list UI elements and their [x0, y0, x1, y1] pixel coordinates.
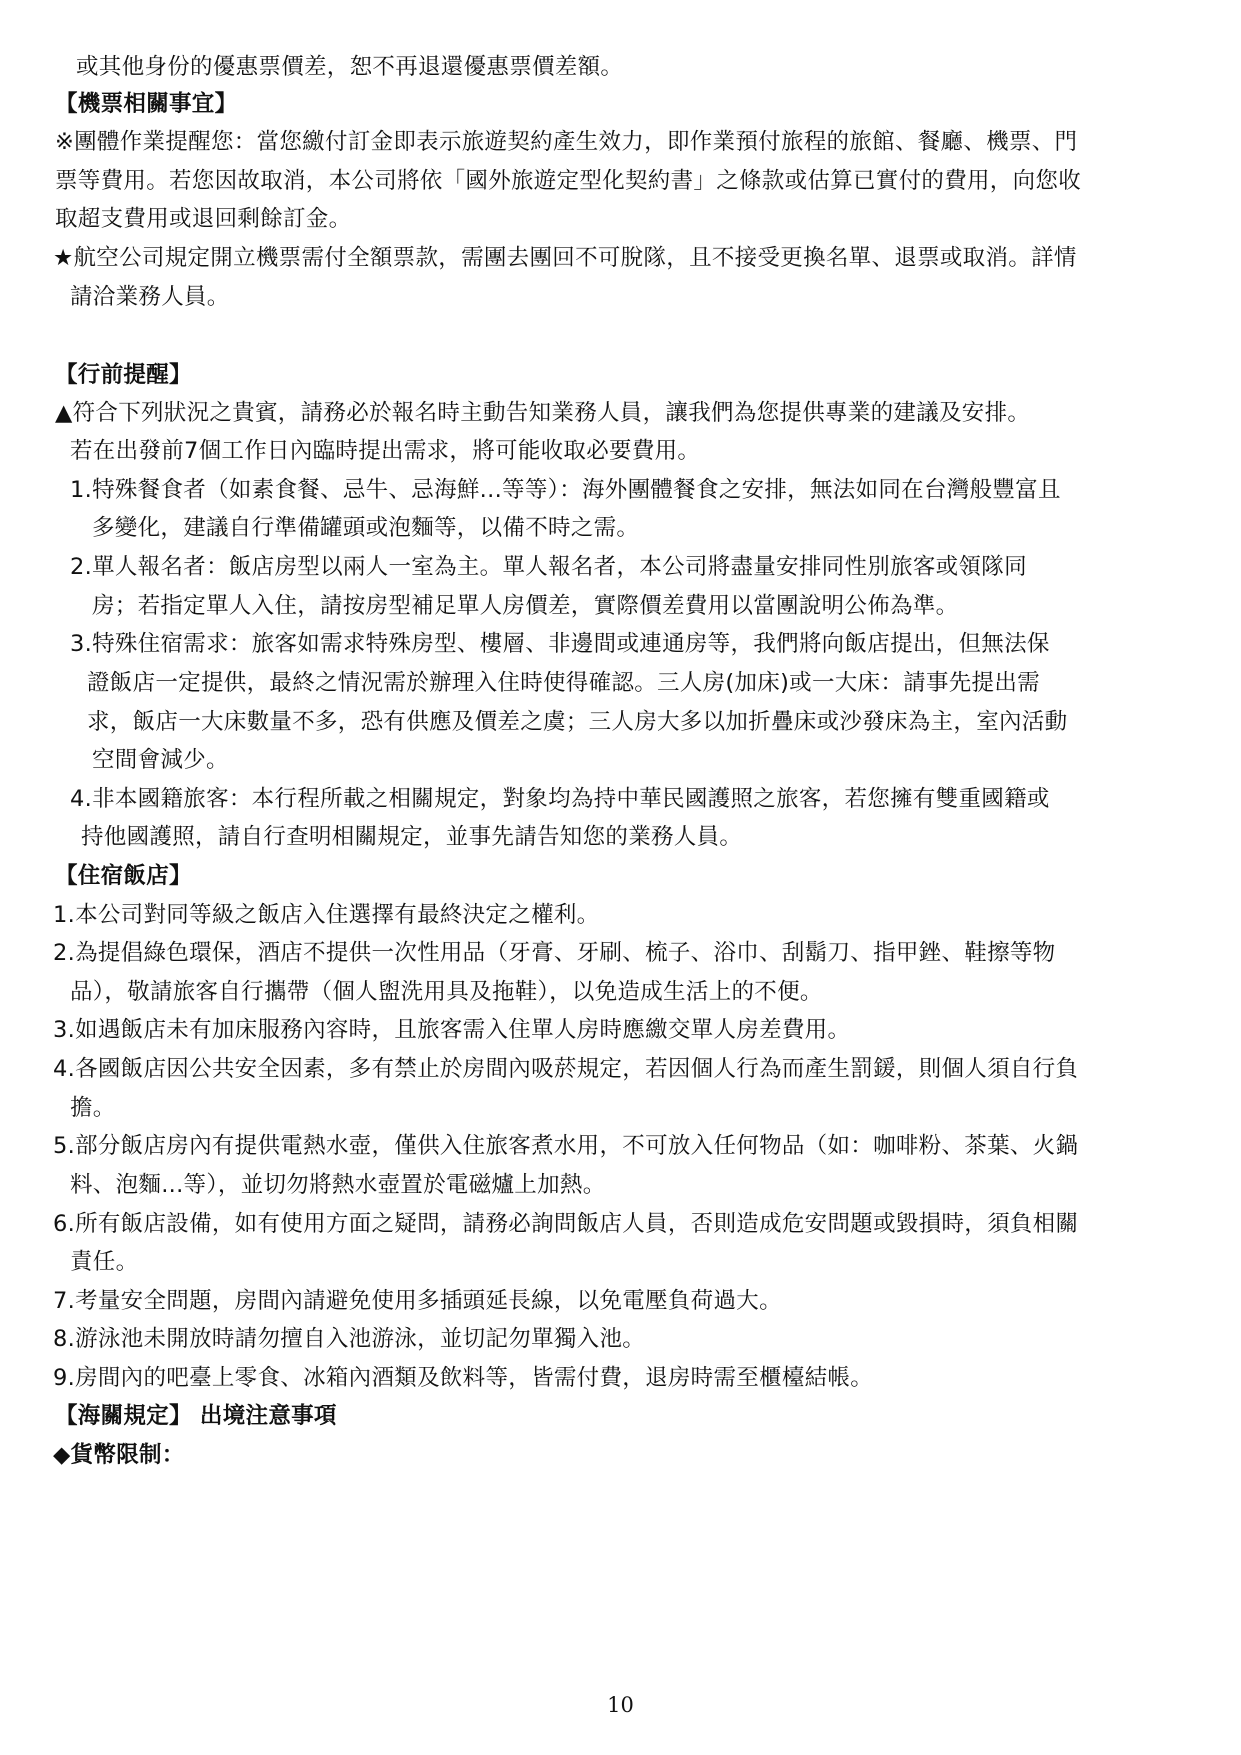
list-item: 6.所有飯店設備，如有使用方面之疑問，請務必詢問飯店人員，否則造成危安問題或毀損時，須負相關	[53, 1211, 1079, 1237]
list-item: 5.部分飯店房內有提供電熱水壺，僅供入住旅客煮水用，不可放入任何物品（如：咖啡粉、茶葉、火鍋	[53, 1133, 1079, 1159]
text-line: 房；若指定單人入住，請按房型補足單人房價差，實際價差費用以當團說明公佈為準。	[92, 593, 959, 619]
section-heading-customs: 【海關規定】 出境注意事項	[55, 1403, 337, 1429]
list-item: 8.游泳池未開放時請勿擅自入池游泳，並切記勿單獨入池。	[53, 1326, 646, 1352]
text-line: 取超支費用或退回剩餘訂金。	[55, 206, 352, 232]
text-line: 票等費用。若您因故取消，本公司將依「國外旅遊定型化契約書」之條款或估算已實付的費用，向您收	[55, 168, 1082, 194]
text-line: ★航空公司規定開立機票需付全額票款，需團去團回不可脫隊，且不接受更換名單、退票或取消。詳情	[53, 245, 1077, 271]
list-item: 4.非本國籍旅客：本行程所載之相關規定，對象均為持中華民國護照之旅客，若您擁有雙重國籍或	[70, 786, 1050, 812]
text-line: 擔。	[70, 1095, 116, 1121]
list-item: 2.單人報名者：飯店房型以兩人一室為主。單人報名者，本公司將盡量安排同性別旅客或領隊同	[70, 554, 1027, 580]
text-line: ▲符合下列狀況之貴賓，請務必於報名時主動告知業務人員，讓我們為您提供專業的建議及安排。	[55, 400, 1031, 426]
text-line: 若在出發前7個工作日內臨時提出需求，將可能收取必要費用。	[70, 438, 701, 464]
text-line: 空間會減少。	[92, 747, 229, 773]
text-line: 品），敬請旅客自行攜帶（個人盥洗用具及拖鞋），以免造成生活上的不便。	[70, 979, 823, 1005]
subheading-currency-limits: ◆貨幣限制：	[53, 1442, 185, 1468]
list-item: 3.如遇飯店未有加床服務內容時，且旅客需入住單人房時應繳交單人房差費用。	[53, 1017, 851, 1043]
list-item: 1.本公司對同等級之飯店入住選擇有最終決定之權利。	[53, 902, 600, 928]
text-line: 多變化，建議自行準備罐頭或泡麵等，以備不時之需。	[92, 515, 640, 541]
list-item: 3.特殊住宿需求：旅客如需求特殊房型、樓層、非邊間或連通房等，我們將向飯店提出，但無法保	[70, 631, 1050, 657]
text-line: 責任。	[70, 1249, 139, 1275]
text-line: 料、泡麵...等），並切勿將熱水壺置於電磁爐上加熱。	[70, 1172, 606, 1198]
text-line: 證飯店一定提供，最終之情況需於辦理入住時使得確認。三人房(加床)或一大床：請事先提出需	[87, 670, 1040, 696]
section-heading-hotels: 【住宿飯店】	[55, 863, 192, 889]
list-item: 9.房間內的吧臺上零食、冰箱內酒類及飲料等，皆需付費，退房時需至櫃檯結帳。	[53, 1365, 874, 1391]
list-item: 1.特殊餐食者（如素食餐、忌牛、忌海鮮...等等）：海外團體餐食之安排，無法如同在台灣般豐富且	[70, 477, 1061, 503]
text-line: 請洽業務人員。	[70, 284, 230, 310]
section-heading-airfare: 【機票相關事宜】	[55, 91, 238, 117]
page-number: 10	[607, 1693, 634, 1717]
section-heading-reminders: 【行前提醒】	[55, 362, 192, 388]
text-line: 持他國護照，請自行查明相關規定，並事先請告知您的業務人員。	[81, 824, 743, 850]
text-line: 求，飯店一大床數量不多，恐有供應及價差之虞；三人房大多以加折疊床或沙發床為主，室內活動	[87, 709, 1068, 735]
text-line: ※團體作業提醒您：當您繳付訂金即表示旅遊契約產生效力，即作業預付旅程的旅館、餐廳、機票、門	[55, 129, 1078, 155]
list-item: 7.考量安全問題，房間內請避免使用多插頭延長線，以免電壓負荷過大。	[53, 1288, 782, 1314]
list-item: 2.為提倡綠色環保，酒店不提供一次性用品（牙膏、牙刷、梳子、浴巾、刮鬍刀、指甲銼、鞋擦等物	[53, 940, 1056, 966]
list-item: 4.各國飯店因公共安全因素，多有禁止於房間內吸菸規定，若因個人行為而產生罰鍰，則個人須自行負	[53, 1056, 1079, 1082]
text-line: 或其他身份的優惠票價差，恕不再退還優惠票價差額。	[76, 54, 624, 80]
